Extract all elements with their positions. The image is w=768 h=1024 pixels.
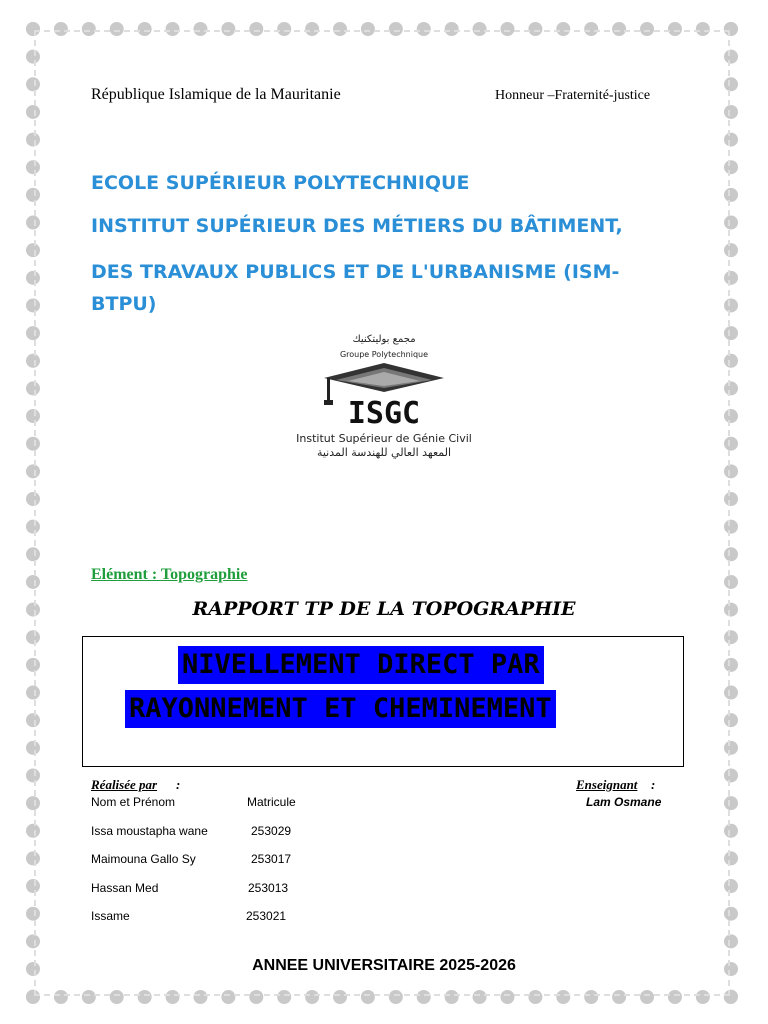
school-name-line-2: INSTITUT SUPÉRIEUR DES MÉTIERS DU BÂTIMENT,	[91, 215, 623, 237]
teacher-label-colon: :	[651, 777, 656, 792]
school-name-line-3: DES TRAVAUX PUBLICS ET DE L'URBANISME (ISM-	[91, 261, 620, 283]
student-name: Issame	[91, 909, 130, 923]
student-matricule: 253029	[251, 824, 292, 838]
logo-arabic-bottom: المعهد العالي للهندسة المدنية	[316, 446, 452, 459]
column-header-name: Nom et Prénom	[91, 795, 176, 809]
course-element: Elément : Topographie	[91, 566, 248, 583]
student-matricule: 253021	[246, 909, 287, 923]
academic-year: ANNEE UNIVERSITAIRE 2025-2026	[252, 957, 516, 974]
report-title-line-1: NIVELLEMENT DIRECT PAR	[178, 646, 544, 684]
student-name: Issa moustapha wane	[91, 824, 208, 838]
column-header-matricule: Matricule	[247, 795, 296, 809]
teacher-name: Lam Osmane	[586, 795, 662, 809]
isgc-logo	[264, 330, 504, 460]
school-name-line-4: BTPU)	[91, 293, 157, 315]
school-name-line-1: ECOLE SUPÉRIEUR POLYTECHNIQUE	[91, 172, 470, 194]
student-matricule: 253013	[248, 881, 289, 895]
student-name: Maimouna Gallo Sy	[91, 852, 196, 866]
logo-institute-name: Institut Supérieur de Génie Civil	[296, 432, 472, 445]
authors-label-colon: :	[176, 777, 181, 792]
motto-header: Honneur –Fraternité-justice	[495, 88, 651, 103]
teacher-label: Enseignant	[576, 777, 638, 792]
country-header: République Islamique de la Mauritanie	[91, 86, 341, 103]
report-heading: RAPPORT TP DE LA TOPOGRAPHIE	[192, 598, 576, 620]
student-name: Hassan Med	[91, 881, 159, 895]
authors-label: Réalisée par	[91, 777, 158, 792]
report-title-line-2: RAYONNEMENT ET CHEMINEMENT	[125, 690, 556, 728]
logo-group-text: Groupe Polytechnique	[339, 350, 429, 359]
logo-arabic-top: مجمع بوليتكنيك	[352, 334, 416, 345]
student-matricule: 253017	[251, 852, 292, 866]
logo-acronym: ISGC	[347, 396, 421, 431]
